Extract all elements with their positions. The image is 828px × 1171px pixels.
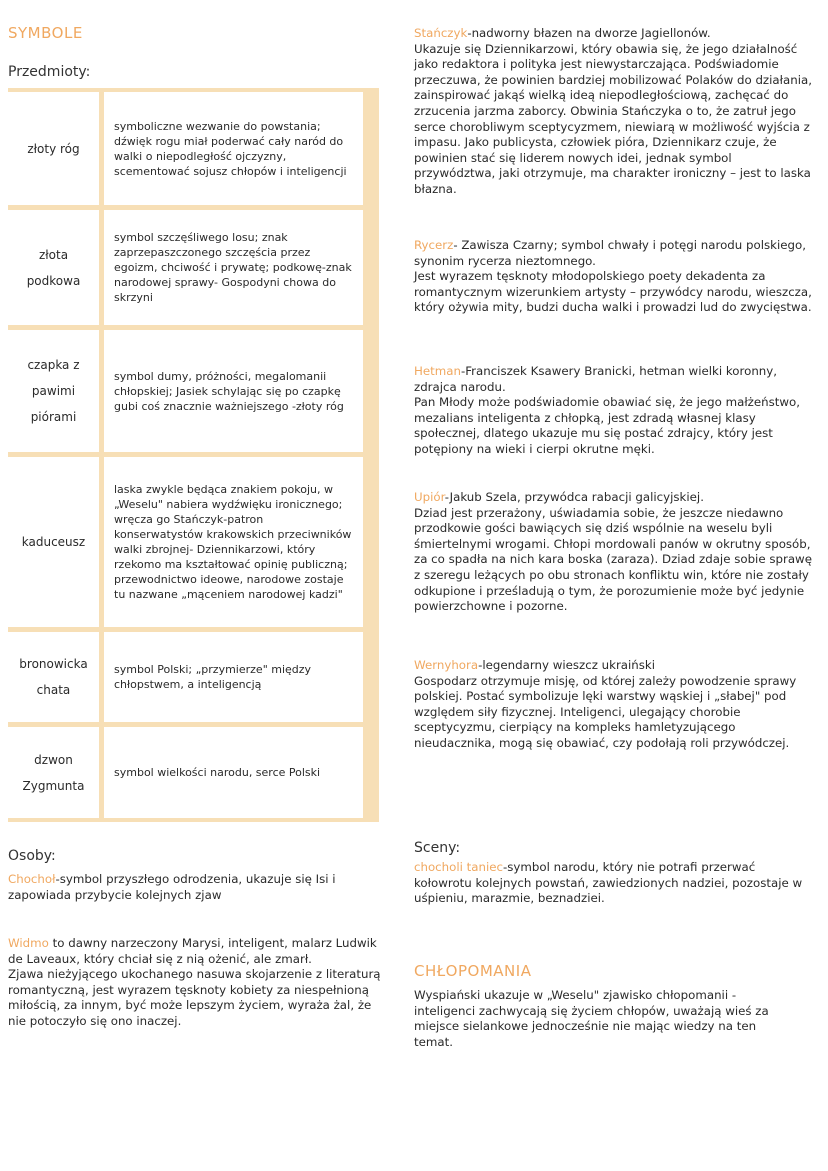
subtitle-osoby: Osoby: bbox=[8, 848, 56, 864]
rycerz-label: Rycerz bbox=[414, 238, 454, 252]
section-title-symbole: SYMBOLE bbox=[8, 24, 83, 42]
stanczyk-paragraph bbox=[414, 26, 814, 198]
widmo-label: Widmo bbox=[8, 936, 49, 950]
rycerz-paragraph bbox=[414, 238, 814, 316]
symbol-desc: symboliczne wezwanie do powstania; dźwięk rogu miał poderwać cały naród do walki o niepodległość ojczyzny, scementować sojusz chłopów i inteligencji bbox=[104, 92, 363, 205]
widmo-text: to dawny narzeczony Marysi, inteligent, malarz Ludwik de Laveaux, który chciał się z nią ożenić, ale zmarł. bbox=[8, 936, 377, 966]
taniec-text: -symbol narodu, który nie potrafi przerwać kołowrotu kolejnych powstań, zawiedzionych nadziei, pozostaje w uśpieniu, marazmie, beznadziei. bbox=[414, 860, 803, 906]
upior-paragraph bbox=[414, 490, 814, 615]
chochol-label: Chochoł bbox=[8, 872, 56, 886]
symbol-desc: symbol szczęśliwego losu; znak zaprzepaszczonego szczęścia przez egoizm, chciwość i prywatę; podkowę-znak narodowej sprawy- Gospodyni chowa do skrzyni bbox=[104, 210, 363, 325]
wernyhora-paragraph bbox=[414, 658, 814, 752]
rycerz-line: - Zawisza Czarny; symbol chwały i potęgi narodu polskiego, synonim rycerza nieztomnego. bbox=[414, 238, 806, 268]
table-row bbox=[8, 457, 363, 627]
symbol-desc: laska zwykle będąca znakiem pokoju, w „Weselu" nabiera wydźwięku ironicznego; wręcza go Stańczyk-patron konserwatystów krakowskich przeciwników walki zbrojnej- Dziennikarzowi, który rzekomo ma kształtować opinię publiczną; przewodnictwo ideowe, narodowe zostaje tu nazwane „mąceniem narodowej kadzi" bbox=[104, 457, 363, 627]
hetman-text: Pan Młody może podświadomie obawiać się, że jego małżeństwo, mezalians inteligenta z chłopką, jest zdradą własnej klasy społecznej, dlatego ukazuje mu się postać zdrajcy, który jest potępiony na wieki i cierpi okrutne męki. bbox=[414, 395, 800, 456]
hetman-line: -Franciszek Ksawery Branicki, hetman wielki koronny, zdrajca narodu. bbox=[414, 364, 778, 394]
widmo-paragraph bbox=[8, 936, 386, 1030]
hetman-paragraph bbox=[414, 364, 814, 458]
table-row bbox=[8, 632, 363, 722]
symbol-desc: symbol Polski; „przymierze" między chłopstwem, a inteligencją bbox=[104, 632, 363, 722]
table-row bbox=[8, 210, 363, 325]
symbol-desc: symbol wielkości narodu, serce Polski bbox=[104, 727, 363, 818]
widmo-text-2: Zjawa nieżyjącego ukochanego nasuwa skojarzenie z literaturą romantyczną, jest wyrazem tęsknoty kobiety za niespełnioną miłością, za innym, być może lepszym życiem, wyraża żal, że nie potoczyło się ono inaczej. bbox=[8, 967, 381, 1028]
taniec-paragraph bbox=[414, 860, 804, 907]
subtitle-sceny: Sceny: bbox=[414, 840, 461, 856]
section-title-chlopomania: CHŁOPOMANIA bbox=[414, 962, 532, 980]
table-row bbox=[8, 727, 363, 818]
stanczyk-label: Stańczyk bbox=[414, 26, 468, 40]
chlopomania-text: Wyspiański ukazuje w „Weselu" zjawisko chłopomanii - inteligenci zachwycają się życiem chłopów, uważają wieś za miejsce sielankowe jednocześnie nie mając wiedzy na ten temat. bbox=[414, 988, 769, 1049]
symbol-name: bronowicka chata bbox=[8, 632, 99, 722]
symbol-name: kaduceusz bbox=[8, 457, 99, 627]
upior-label: Upiór bbox=[414, 490, 445, 504]
chochol-text: -symbol przyszłego odrodzenia, ukazuje się Isi i zapowiada przybycie kolejnych zjaw bbox=[8, 872, 336, 902]
table-row bbox=[8, 330, 363, 452]
symbol-desc: symbol dumy, próżności, megalomanii chłopskiej; Jasiek schylając się po czapkę gubi coś znacznie ważniejszego -złoty róg bbox=[104, 330, 363, 452]
wernyhora-text: Gospodarz otrzymuje misję, od której zależy powodzenie sprawy polskiej. Postać symbolizuje lęki warstwy wąskiej i „słabej" pod względem siły fizycznej. Inteligenci, ulegający chorobie sceptycyzmu, cierpiący na kompleks hamletyzującego nieudacznika, mogą się obawiać, czy podołają roli przywódczej. bbox=[414, 673, 797, 750]
wernyhora-label: Wernyhora bbox=[414, 658, 479, 672]
chochol-paragraph bbox=[8, 872, 380, 903]
symbol-name: czapka z pawimi piórami bbox=[8, 330, 99, 452]
stanczyk-line: -nadworny błazen na dworze Jagiellonów. bbox=[467, 26, 711, 40]
taniec-label: chocholi taniec bbox=[414, 860, 504, 874]
symbol-name: dzwon Zygmunta bbox=[8, 727, 99, 818]
upior-text: Dziad jest przerażony, uświadamia sobie, że jeszcze niedawno przodkowie gości bawiących się dziś wspólnie na weselu byli śmiertelnymi wrogami. Chłopi mordowali panów w okrutny sposób, za co spadła na nich kara boska (zaraza). Dziad zdaje sobie sprawę z szeregu leżących po obu stronach konfliktu win, które nie zostały odkupione i prześladują o tym, że porozumienie może być jedynie powierzchowne i pozorne. bbox=[414, 505, 812, 614]
symbol-name: złoty róg bbox=[8, 92, 99, 205]
rycerz-text: Jest wyrazem tęsknoty młodopolskiego poety dekadenta za romantycznym wizerunkiem artysty – przywódcy narodu, wieszcza, który ożywia mity, budzi ducha walki i prowadzi lud do zwycięstwa. bbox=[414, 269, 812, 315]
symbol-name: złota podkowa bbox=[8, 210, 99, 325]
hetman-label: Hetman bbox=[414, 364, 461, 378]
wernyhora-line: -legendarny wieszcz ukraiński bbox=[478, 658, 656, 672]
stanczyk-text: Ukazuje się Dziennikarzowi, który obawia się, że jego działalność jako redaktora i polityka jest niewystarczająca. Podświadomie przeczuwa, że powinien bardziej mobilizować Polaków do działania, zainspirować jakąś wielką ideą niepodległościową, zachęcać do zrzucenia jarzma zaborcy. Obwinia Stańczyka o to, że zatruł jego serce chorobliwym sceptycyzmem, niewiarą w możliwość wyjścia z impasu. Jako publicysta, człowiek pióra, Dziennikarz czuje, że powinien stać się liderem nowych idei, jednak symbol przywództwa, jaki otrzymuje, ma charakter ironiczny – jest to laska błazna. bbox=[414, 41, 812, 196]
table-row bbox=[8, 92, 363, 205]
upior-line: -Jakub Szela, przywódca rabacji galicyjskiej. bbox=[444, 490, 704, 504]
subtitle-przedmioty: Przedmioty: bbox=[8, 64, 91, 80]
